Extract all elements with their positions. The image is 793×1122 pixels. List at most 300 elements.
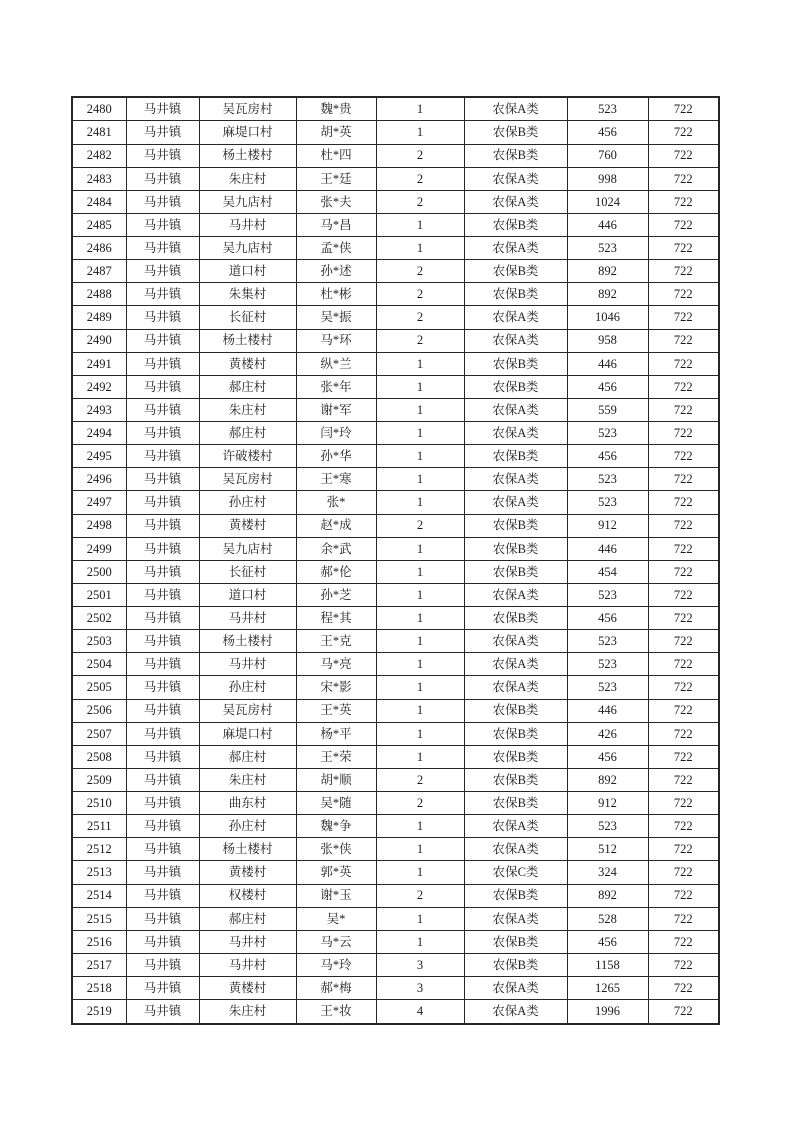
table-cell: 722: [648, 722, 719, 745]
table-cell: 2: [376, 792, 464, 815]
table-cell: 农保B类: [464, 722, 567, 745]
table-cell: 马井镇: [126, 630, 199, 653]
table-cell: 农保A类: [464, 676, 567, 699]
table-cell: 722: [648, 237, 719, 260]
table-row: [72, 861, 719, 884]
table-cell: 722: [648, 815, 719, 838]
table-row: [72, 398, 719, 421]
table-cell: 黄楼村: [199, 514, 296, 537]
table-cell: 2: [376, 283, 464, 306]
table-cell: 722: [648, 283, 719, 306]
table-cell: 张*: [296, 491, 376, 514]
table-cell: 朱庄村: [199, 398, 296, 421]
table-row: [72, 260, 719, 283]
table-cell: 2481: [72, 121, 126, 144]
table-cell: 2489: [72, 306, 126, 329]
table-cell: 郝庄村: [199, 745, 296, 768]
table-cell: 宋*影: [296, 676, 376, 699]
table-cell: 2515: [72, 907, 126, 930]
table-cell: 722: [648, 653, 719, 676]
table-cell: 余*武: [296, 537, 376, 560]
table-cell: 农保B类: [464, 884, 567, 907]
table-row: [72, 352, 719, 375]
table-cell: 1158: [567, 953, 648, 976]
table-cell: 722: [648, 953, 719, 976]
table-cell: 1: [376, 930, 464, 953]
table-cell: 722: [648, 1000, 719, 1024]
table-cell: 2: [376, 884, 464, 907]
table-row: [72, 514, 719, 537]
table-cell: 1265: [567, 977, 648, 1000]
table-cell: 闫*玲: [296, 422, 376, 445]
table-cell: 2492: [72, 375, 126, 398]
table-cell: 黄楼村: [199, 977, 296, 1000]
table-row: [72, 491, 719, 514]
table-cell: 农保A类: [464, 468, 567, 491]
table-cell: 1: [376, 121, 464, 144]
table-cell: 马*亮: [296, 653, 376, 676]
table-cell: 农保B类: [464, 144, 567, 167]
table-cell: 722: [648, 260, 719, 283]
table-cell: 马井镇: [126, 607, 199, 630]
table-cell: 农保A类: [464, 838, 567, 861]
table-cell: 马井镇: [126, 953, 199, 976]
table-cell: 912: [567, 792, 648, 815]
table-cell: 1: [376, 699, 464, 722]
table-cell: 农保B类: [464, 537, 567, 560]
table-cell: 农保A类: [464, 237, 567, 260]
table-cell: 农保B类: [464, 930, 567, 953]
table-cell: 马井镇: [126, 792, 199, 815]
table-cell: 农保A类: [464, 167, 567, 190]
table-cell: 2502: [72, 607, 126, 630]
table-cell: 农保A类: [464, 398, 567, 421]
table-cell: 456: [567, 121, 648, 144]
table-cell: 郝庄村: [199, 375, 296, 398]
table-cell: 1996: [567, 1000, 648, 1024]
table-cell: 郝庄村: [199, 422, 296, 445]
table-row: [72, 167, 719, 190]
table-cell: 朱庄村: [199, 167, 296, 190]
table-cell: 马井镇: [126, 283, 199, 306]
table-row: [72, 792, 719, 815]
table-cell: 1: [376, 398, 464, 421]
table-cell: 722: [648, 352, 719, 375]
table-cell: 马井村: [199, 953, 296, 976]
table-cell: 523: [567, 676, 648, 699]
table-row: [72, 190, 719, 213]
table-cell: 马井镇: [126, 398, 199, 421]
table-row: [72, 375, 719, 398]
table-cell: 958: [567, 329, 648, 352]
table-cell: 马井镇: [126, 653, 199, 676]
table-cell: 722: [648, 907, 719, 930]
table-cell: 722: [648, 306, 719, 329]
table-cell: 王*廷: [296, 167, 376, 190]
table-cell: 1: [376, 907, 464, 930]
table-cell: 农保C类: [464, 861, 567, 884]
table-cell: 456: [567, 930, 648, 953]
table-cell: 722: [648, 861, 719, 884]
table-cell: 722: [648, 97, 719, 121]
table-cell: 722: [648, 745, 719, 768]
table-cell: 马井镇: [126, 768, 199, 791]
table-row: [72, 97, 719, 121]
table-cell: 农保A类: [464, 97, 567, 121]
table-cell: 2486: [72, 237, 126, 260]
table-cell: 马*环: [296, 329, 376, 352]
table-cell: 马井村: [199, 930, 296, 953]
table-cell: 吴瓦房村: [199, 468, 296, 491]
table-cell: 523: [567, 97, 648, 121]
table-cell: 2519: [72, 1000, 126, 1024]
table-cell: 760: [567, 144, 648, 167]
table-cell: 1: [376, 352, 464, 375]
table-cell: 曲东村: [199, 792, 296, 815]
table-cell: 2503: [72, 630, 126, 653]
table-cell: 孟*侠: [296, 237, 376, 260]
record-table: [71, 96, 720, 1025]
table-cell: 722: [648, 630, 719, 653]
table-cell: 722: [648, 121, 719, 144]
table-cell: 马井镇: [126, 838, 199, 861]
table-cell: 2485: [72, 213, 126, 236]
table-row: [72, 422, 719, 445]
table-cell: 杜*彬: [296, 283, 376, 306]
table-cell: 722: [648, 422, 719, 445]
table-cell: 1: [376, 630, 464, 653]
table-cell: 马井镇: [126, 699, 199, 722]
table-cell: 农保A类: [464, 815, 567, 838]
table-cell: 456: [567, 445, 648, 468]
table-cell: 722: [648, 167, 719, 190]
table-cell: 722: [648, 445, 719, 468]
table-cell: 722: [648, 468, 719, 491]
table-cell: 马井镇: [126, 930, 199, 953]
table-cell: 1: [376, 375, 464, 398]
table-cell: 2490: [72, 329, 126, 352]
table-cell: 马井镇: [126, 445, 199, 468]
table-cell: 麻堤口村: [199, 121, 296, 144]
table-cell: 2487: [72, 260, 126, 283]
table-cell: 1: [376, 97, 464, 121]
table-cell: 道口村: [199, 583, 296, 606]
table-cell: 谢*军: [296, 398, 376, 421]
table-row: [72, 815, 719, 838]
table-cell: 王*妆: [296, 1000, 376, 1024]
table-cell: 杨土楼村: [199, 144, 296, 167]
table-cell: 1: [376, 583, 464, 606]
table-cell: 农保A类: [464, 491, 567, 514]
table-cell: 722: [648, 838, 719, 861]
table-row: [72, 329, 719, 352]
table-cell: 农保A类: [464, 422, 567, 445]
table-cell: 1: [376, 491, 464, 514]
table-cell: 孙*芝: [296, 583, 376, 606]
table-cell: 1024: [567, 190, 648, 213]
table-cell: 523: [567, 237, 648, 260]
table-cell: 纵*兰: [296, 352, 376, 375]
table-cell: 郝庄村: [199, 907, 296, 930]
table-cell: 农保B类: [464, 953, 567, 976]
table-row: [72, 445, 719, 468]
table-cell: 孙庄村: [199, 815, 296, 838]
table-cell: 张*夫: [296, 190, 376, 213]
table-cell: 2513: [72, 861, 126, 884]
table-cell: 权楼村: [199, 884, 296, 907]
table-cell: 马井镇: [126, 213, 199, 236]
table-cell: 谢*玉: [296, 884, 376, 907]
table-cell: 722: [648, 676, 719, 699]
table-cell: 马井镇: [126, 237, 199, 260]
table-cell: 1: [376, 745, 464, 768]
table-cell: 722: [648, 699, 719, 722]
table-cell: 黄楼村: [199, 861, 296, 884]
table-cell: 722: [648, 329, 719, 352]
table-cell: 马井村: [199, 213, 296, 236]
table-cell: 2497: [72, 491, 126, 514]
table-cell: 农保A类: [464, 329, 567, 352]
table-cell: 324: [567, 861, 648, 884]
table-cell: 农保B类: [464, 260, 567, 283]
table-cell: 农保B类: [464, 121, 567, 144]
table-cell: 农保B类: [464, 283, 567, 306]
table-cell: 1: [376, 213, 464, 236]
table-cell: 4: [376, 1000, 464, 1024]
table-cell: 2516: [72, 930, 126, 953]
table-cell: 马井镇: [126, 329, 199, 352]
table-cell: 杨土楼村: [199, 838, 296, 861]
table-cell: 446: [567, 537, 648, 560]
table-cell: 512: [567, 838, 648, 861]
table-cell: 2500: [72, 560, 126, 583]
table-cell: 2496: [72, 468, 126, 491]
record-table-body: [72, 97, 719, 1024]
table-cell: 农保B类: [464, 607, 567, 630]
table-cell: 孙*华: [296, 445, 376, 468]
table-cell: 2506: [72, 699, 126, 722]
table-cell: 2510: [72, 792, 126, 815]
table-cell: 2482: [72, 144, 126, 167]
table-cell: 孙*述: [296, 260, 376, 283]
table-cell: 722: [648, 560, 719, 583]
table-cell: 马*昌: [296, 213, 376, 236]
table-cell: 农保A类: [464, 190, 567, 213]
table-cell: 农保A类: [464, 1000, 567, 1024]
table-cell: 马井镇: [126, 144, 199, 167]
table-cell: 2: [376, 329, 464, 352]
table-row: [72, 676, 719, 699]
table-cell: 1: [376, 560, 464, 583]
table-cell: 王*荣: [296, 745, 376, 768]
table-cell: 马井镇: [126, 306, 199, 329]
table-cell: 马井村: [199, 653, 296, 676]
table-cell: 杨*平: [296, 722, 376, 745]
table-cell: 马井镇: [126, 861, 199, 884]
table-cell: 1: [376, 653, 464, 676]
table-row: [72, 953, 719, 976]
table-cell: 马井镇: [126, 375, 199, 398]
table-cell: 2484: [72, 190, 126, 213]
table-row: [72, 306, 719, 329]
table-cell: 1: [376, 422, 464, 445]
table-cell: 马井镇: [126, 537, 199, 560]
table-cell: 马井镇: [126, 352, 199, 375]
table-cell: 2495: [72, 445, 126, 468]
table-cell: 吴九店村: [199, 190, 296, 213]
table-cell: 523: [567, 653, 648, 676]
table-cell: 2: [376, 190, 464, 213]
table-cell: 黄楼村: [199, 352, 296, 375]
table-cell: 2491: [72, 352, 126, 375]
table-cell: 胡*顺: [296, 768, 376, 791]
table-cell: 马井镇: [126, 722, 199, 745]
table-cell: 农保B类: [464, 699, 567, 722]
table-row: [72, 121, 719, 144]
table-cell: 马*云: [296, 930, 376, 953]
table-cell: 523: [567, 491, 648, 514]
table-cell: 722: [648, 491, 719, 514]
table-cell: 559: [567, 398, 648, 421]
table-cell: 马井镇: [126, 97, 199, 121]
table-row: [72, 1000, 719, 1024]
table-cell: 1: [376, 722, 464, 745]
table-cell: 2499: [72, 537, 126, 560]
table-cell: 马井镇: [126, 260, 199, 283]
table-cell: 吴*: [296, 907, 376, 930]
table-cell: 朱集村: [199, 283, 296, 306]
table-row: [72, 722, 719, 745]
table-cell: 2508: [72, 745, 126, 768]
table-cell: 农保B类: [464, 792, 567, 815]
table-cell: 王*英: [296, 699, 376, 722]
table-cell: 张*侠: [296, 838, 376, 861]
table-row: [72, 630, 719, 653]
table-cell: 2483: [72, 167, 126, 190]
table-cell: 郝*梅: [296, 977, 376, 1000]
table-cell: 农保B类: [464, 745, 567, 768]
table-cell: 523: [567, 583, 648, 606]
table-cell: 2: [376, 768, 464, 791]
table-cell: 892: [567, 884, 648, 907]
table-cell: 2493: [72, 398, 126, 421]
table-cell: 722: [648, 398, 719, 421]
table-cell: 1: [376, 445, 464, 468]
table-cell: 2: [376, 306, 464, 329]
table-row: [72, 283, 719, 306]
table-cell: 王*克: [296, 630, 376, 653]
table-cell: 吴*振: [296, 306, 376, 329]
table-cell: 2: [376, 167, 464, 190]
table-row: [72, 653, 719, 676]
table-cell: 456: [567, 607, 648, 630]
table-cell: 吴瓦房村: [199, 699, 296, 722]
table-cell: 456: [567, 745, 648, 768]
table-cell: 446: [567, 213, 648, 236]
table-cell: 722: [648, 514, 719, 537]
table-cell: 1: [376, 607, 464, 630]
table-row: [72, 838, 719, 861]
table-row: [72, 884, 719, 907]
table-cell: 马井镇: [126, 676, 199, 699]
table-cell: 2: [376, 260, 464, 283]
table-cell: 722: [648, 537, 719, 560]
table-cell: 农保A类: [464, 630, 567, 653]
table-cell: 农保B类: [464, 445, 567, 468]
table-cell: 2501: [72, 583, 126, 606]
table-cell: 马井镇: [126, 977, 199, 1000]
table-cell: 892: [567, 768, 648, 791]
table-cell: 农保B类: [464, 352, 567, 375]
table-cell: 523: [567, 630, 648, 653]
table-cell: 722: [648, 144, 719, 167]
table-cell: 2: [376, 514, 464, 537]
table-cell: 农保A类: [464, 907, 567, 930]
table-cell: 马*玲: [296, 953, 376, 976]
table-cell: 1: [376, 815, 464, 838]
table-row: [72, 237, 719, 260]
table-row: [72, 144, 719, 167]
table-cell: 2480: [72, 97, 126, 121]
table-cell: 426: [567, 722, 648, 745]
table-row: [72, 213, 719, 236]
table-cell: 马井镇: [126, 190, 199, 213]
table-cell: 马井镇: [126, 491, 199, 514]
table-cell: 农保A类: [464, 583, 567, 606]
table-cell: 722: [648, 583, 719, 606]
table-cell: 998: [567, 167, 648, 190]
table-cell: 2518: [72, 977, 126, 1000]
table-cell: 张*年: [296, 375, 376, 398]
table-cell: 吴九店村: [199, 537, 296, 560]
table-cell: 农保B类: [464, 768, 567, 791]
table-cell: 马井镇: [126, 167, 199, 190]
table-cell: 郭*英: [296, 861, 376, 884]
table-cell: 农保B类: [464, 560, 567, 583]
table-cell: 523: [567, 815, 648, 838]
table-cell: 2494: [72, 422, 126, 445]
table-cell: 2507: [72, 722, 126, 745]
table-cell: 722: [648, 792, 719, 815]
table-cell: 722: [648, 607, 719, 630]
table-cell: 马井镇: [126, 1000, 199, 1024]
table-cell: 722: [648, 930, 719, 953]
table-cell: 722: [648, 190, 719, 213]
table-cell: 456: [567, 375, 648, 398]
table-cell: 吴瓦房村: [199, 97, 296, 121]
table-cell: 马井镇: [126, 121, 199, 144]
table-cell: 孙庄村: [199, 676, 296, 699]
table-cell: 528: [567, 907, 648, 930]
table-cell: 523: [567, 422, 648, 445]
table-row: [72, 560, 719, 583]
table-cell: 程*其: [296, 607, 376, 630]
table-cell: 许破楼村: [199, 445, 296, 468]
table-cell: 王*寒: [296, 468, 376, 491]
table-cell: 农保B类: [464, 514, 567, 537]
table-row: [72, 977, 719, 1000]
table-cell: 2514: [72, 884, 126, 907]
table-cell: 杨土楼村: [199, 329, 296, 352]
table-cell: 马井镇: [126, 422, 199, 445]
table-cell: 孙庄村: [199, 491, 296, 514]
table-row: [72, 745, 719, 768]
table-cell: 722: [648, 375, 719, 398]
table-cell: 722: [648, 977, 719, 1000]
table-cell: 2504: [72, 653, 126, 676]
table-cell: 马井镇: [126, 560, 199, 583]
table-cell: 446: [567, 699, 648, 722]
